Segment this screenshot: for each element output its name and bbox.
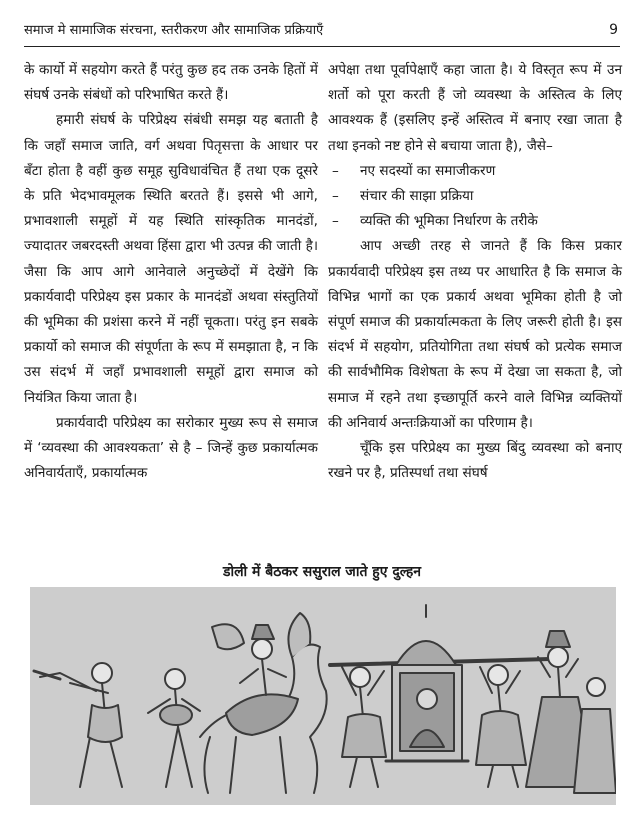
right-paragraph-2: आप अच्छी तरह से जानते हैं कि किस प्रकार प्रकार्यवादी परिप्रेक्ष्य इस तथ्य पर आधारित है कि समाज के विभिन्न भागों का एक प्रकार्य अथवा भूमिका होती है जो संपूर्ण समाज की प्रकार्यात्मकता के लिए जरूरी होती है। इस संदर्भ में सहयोग, प्रतियोगिता तथा संघर्ष को प्रत्येक समाज की सार्वभौमिक विशेषता के रूप में देखा जा सकता है, जो समाज में रहने तथा इच्छापूर्ति करने वाले विभिन्न व्यक्तियों की अनिवार्य अन्तःक्रियाओं का परिणाम है। [328,238,622,431]
running-title: समाज मे सामाजिक संरचना, स्तरीकरण और सामाजिक प्रक्रियाएँ [24,23,324,38]
list-item-text: संचार की साझा प्रक्रिया [360,188,474,205]
left-paragraph-1: के कार्यो में सहयोग करते हैं परंतु कुछ हद तक उनके हितों में संघर्ष उनके संबंधों को परिभाषित करते हैं। [24,62,318,104]
list-dash: – [332,162,339,179]
figure-caption: डोली में बैठकर ससुराल जाते हुए दुल्हन [222,564,422,580]
wedding-procession-illustration [30,587,616,805]
procession-drawing [30,587,616,805]
right-paragraph-3: चूँकि इस परिप्रेक्ष्य का मुख्य बिंदु व्यवस्था को बनाए रखने पर है, प्रतिस्पर्धा तथा संघर्ष [328,440,622,482]
left-paragraph-3: प्रकार्यवादी परिप्रेक्ष्य का सरोकार मुख्य रूप से समाज में ‘व्यवस्था की आवश्यकता’ से है – जिन्हें कुछ प्रकार्यात्मक अनिवार्यताएँ, प्रकार्यात्मक [24,414,318,482]
list-dash: – [332,213,339,230]
list-dash: – [332,188,339,205]
left-column [24,58,318,486]
left-paragraph-2: हमारी संघर्ष के परिप्रेक्ष्य संबंधी समझ यह बताती है कि जहाँ समाज जाति, वर्ग अथवा पितृसत्ता के आधार पर बँटा होता है वहीं कुछ समूह सुविधावंचित हैं तथा एक दूसरे के प्रति भेदभावमूलक स्थिति बरतते हैं। इससे भी आगे, प्रभावशाली समूहों में यह स्थिति सांस्कृतिक मानदंडों, ज्यादातर जबरदस्ती अथवा हिंसा द्वारा भी उत्पन्न की जाती है। जैसा कि आप आगे आनेवाले अनुच्छेदों में देखेंगे कि प्रकार्यवादी परिप्रेक्ष्य इस प्रकार के मानदंडों अथवा संस्तुतियों की भूमिका की प्रशंसा करने में नहीं चूकता। परंतु इन सबके प्रकार्यो को समाज की संपूर्णता के रूप में समझाता है, न कि उस संदर्भ में जहाँ प्रभावशाली समूहों द्वारा समाज को नियंत्रित किया जाता है। [24,112,318,406]
right-paragraph-1: अपेक्षा तथा पूर्वापेक्षाएँ कहा जाता है। ये विस्तृत रूप में उन शर्तो को पूरा करती हैं जो व्यवस्था के अस्तित्व के लिए आवश्यक हैं (इसलिए इन्हें अस्तित्व में बनाए रखा जाता है तथा इनको नष्ट होने से बचाया जाता है), जैसे– [328,62,622,154]
page-header [24,22,620,47]
list-item-text: व्यक्ति की भूमिका निर्धारण के तरीके [360,213,538,230]
bullet-list [328,159,622,235]
list-item [328,159,622,184]
right-column [328,58,622,486]
list-item-text: नए सदस्यों का समाजीकरण [360,162,496,179]
list-item [328,209,622,234]
page-number: 9 [609,22,618,38]
list-item [328,184,622,209]
